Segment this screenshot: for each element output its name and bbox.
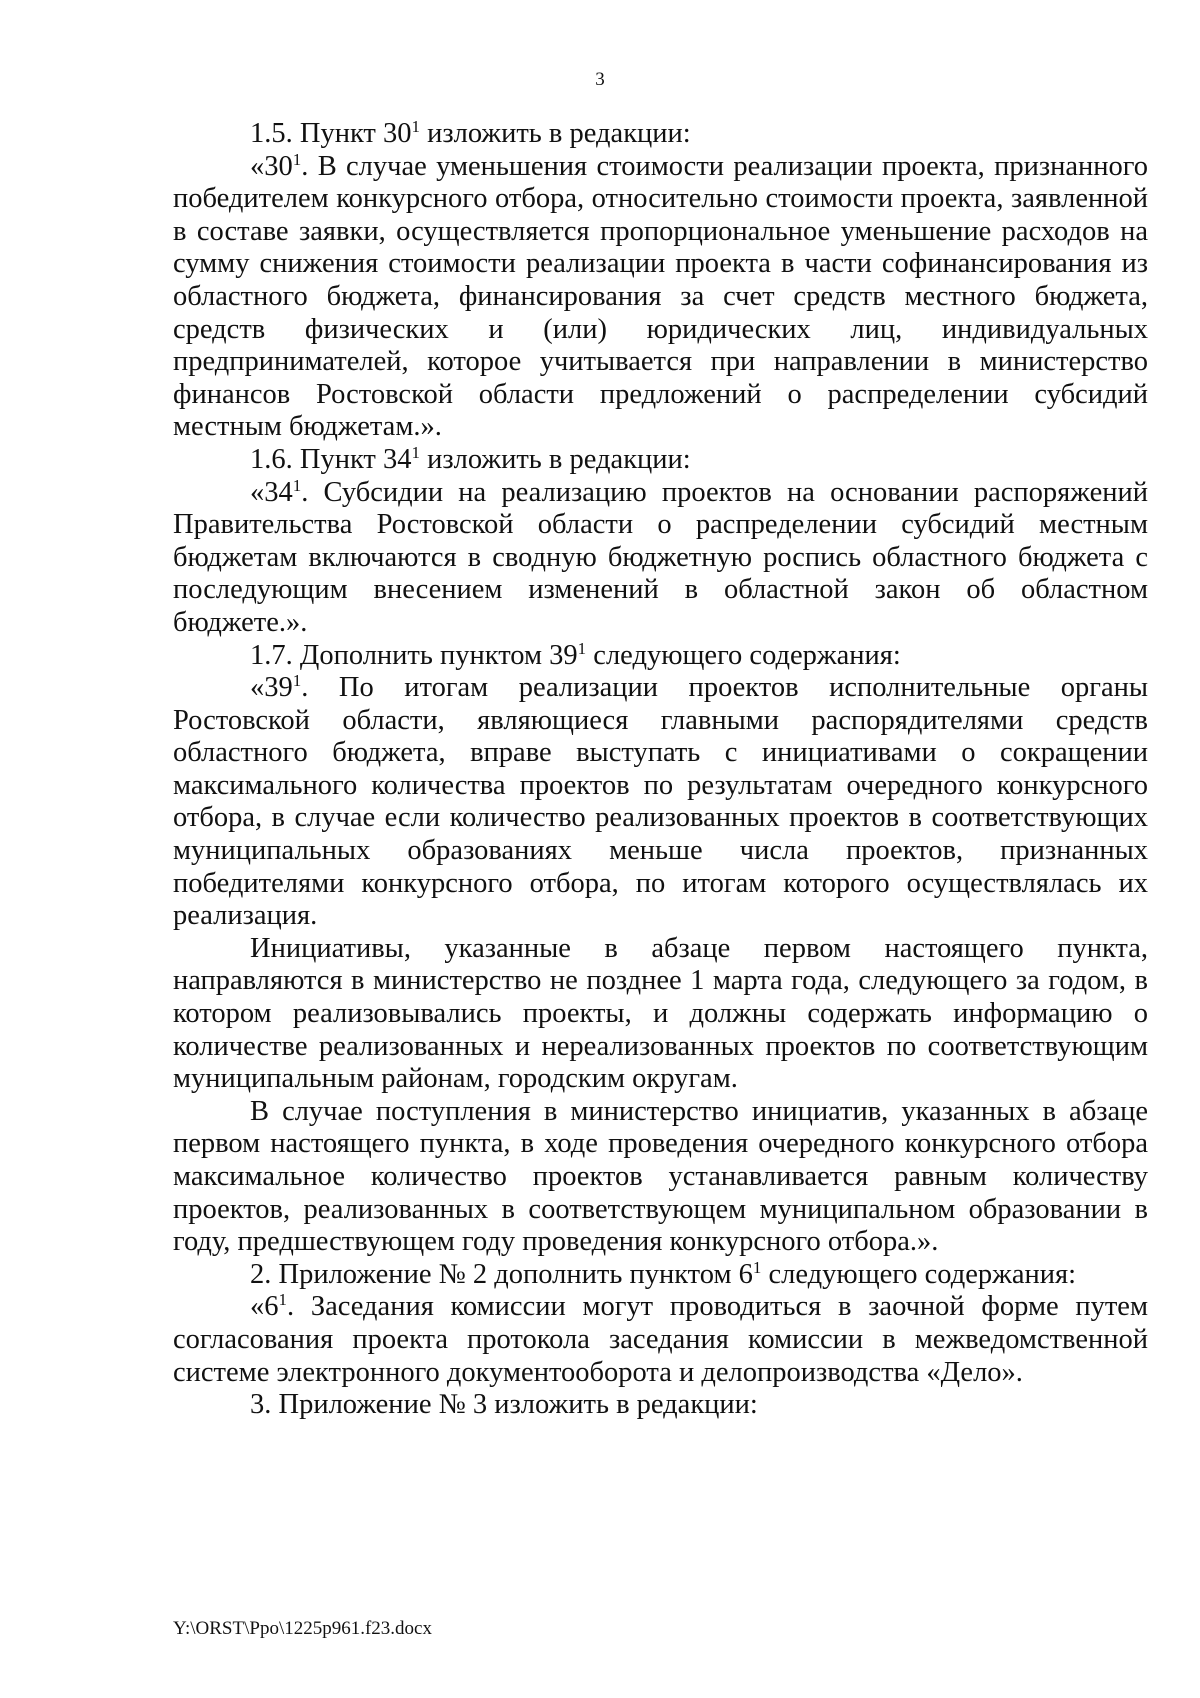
paragraph-30-1: «$30^1$. В случае уменьшения стоимости реализации проекта, признанного победителем конкурсного отбора, относительно стоимости проекта, заявленной в составе заявки, осуществляется пропорциональное уменьшение расходов на сумму снижения стоимости реализации проекта в части софинансирования из областного бюджета, финансирования за счет средств местного бюджета, средств физических и (или) юридических лиц, индивидуальных предпринимателей, которое учитывается при направлении в министерство финансов Ростовской области предложений о распределении субсидий местным бюджетам.». bbox=[173, 149, 1148, 443]
paragraph-2: 2. Приложение № 2 дополнить пунктом $6^1$ следующего содержания: bbox=[250, 1257, 1077, 1290]
paragraph-1-6: 1.6. Пункт $34^1$ изложить в редакции: bbox=[250, 442, 691, 475]
paragraph-1-5: 1.5. Пункт $30^1$ изложить в редакции: bbox=[250, 117, 691, 149]
page-number: 3 bbox=[595, 69, 605, 90]
paragraph-receipt-of-initiatives: В случае поступления в министерство инициатив, указанных в абзаце первом настоящего пункта, в ходе проведения очередного конкурсного отбора максимальное количество проектов устанавливается равным количеству проектов, реализованных в соответствующем муниципальном образовании в году, предшествующем году проведения конкурсного отбора.». bbox=[173, 1095, 1148, 1258]
paragraph-1-7: 1.7. Дополнить пунктом $39^1$ следующего содержания: bbox=[250, 638, 901, 671]
paragraph-34-1: «$34^1$. Субсидии на реализацию проектов на основании распоряжений Правительства Ростовской области о распределении субсидий местным бюджетам включаются в сводную бюджетную роспись областного бюджета с последующим внесением изменений в областной закон об областном бюджете.». bbox=[173, 475, 1148, 638]
paragraph-39-1: «$39^1$. По итогам реализации проектов исполнительные органы Ростовской области, являющиеся главными распорядителями средств областного бюджета, вправе выступать с инициативами о сокращении максимального количества проектов по результатам очередного конкурсного отбора, в случае если количество реализованных проектов в соответствующих муниципальных образованиях меньше числа проектов, признанных победителями конкурсного отбора, по итогам которого осуществлялась их реализация. bbox=[173, 671, 1148, 932]
footer-file-path: Y:\ORST\Ppo\1225p961.f23.docx bbox=[173, 1618, 432, 1639]
paragraph-3: 3. Приложение № 3 изложить в редакции: bbox=[250, 1389, 758, 1421]
document-body bbox=[173, 118, 1148, 1422]
paragraph-initiatives: Инициативы, указанные в абзаце первом настоящего пункта, направляются в министерство не позднее 1 марта года, следующего за годом, в котором реализовывались проекты, и должны содержать информацию о количестве реализованных и нереализованных проектов по соответствующим муниципальным районам, городским округам. bbox=[173, 932, 1148, 1095]
paragraph-6-1: «$6^1$. Заседания комиссии могут проводиться в заочной форме путем согласования проекта протокола заседания комиссии в межведомственной системе электронного документооборота и делопроизводства «Дело». bbox=[173, 1290, 1148, 1388]
